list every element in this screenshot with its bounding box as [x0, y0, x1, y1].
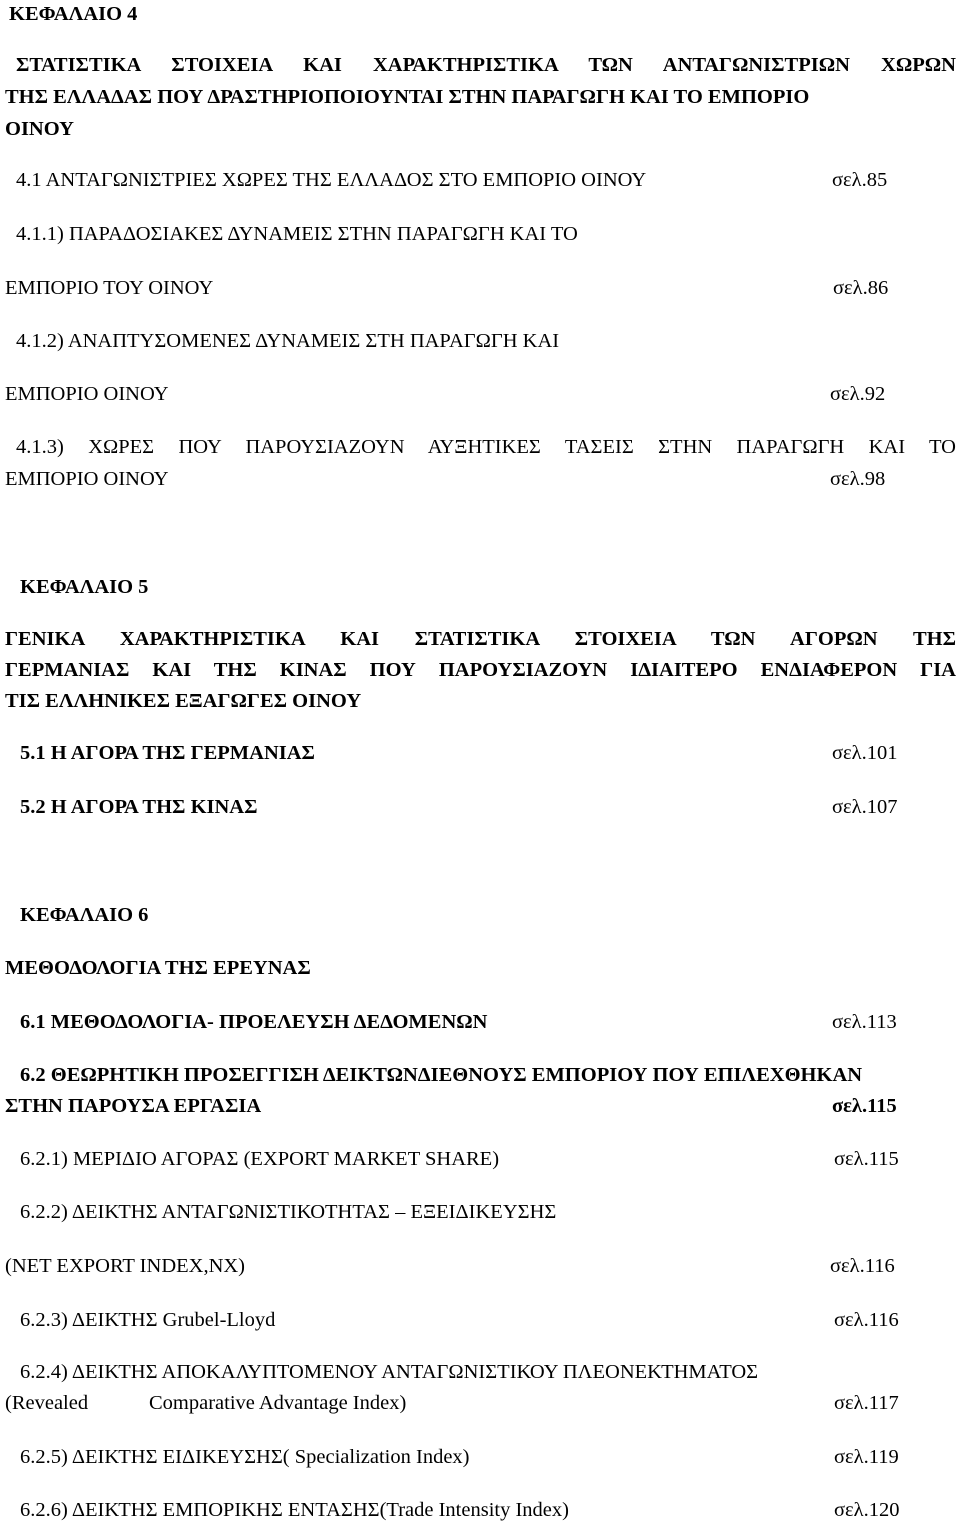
toc-entry-6-2-1: 6.2.1) ΜΕΡΙΔΙΟ ΑΓΟΡΑΣ (EXPORT MARKET SHARE) [20, 1148, 500, 1170]
toc-entry-4-1-1-line1: 4.1.1) ΠΑΡΑΔΟΣΙΑΚΕΣ ΔΥΝΑΜΕΙΣ ΣΤΗΝ ΠΑΡΑΓΩΓΗ ΚΑΙ ΤΟ [16, 223, 578, 245]
chapter6-title: ΜΕΘΟΔΟΛΟΓΙΑ ΤΗΣ ΕΡΕΥΝΑΣ [5, 957, 311, 979]
chapter4-title-line2: ΤΗΣ ΕΛΛΑΔΑΣ ΠΟΥ ΔΡΑΣΤΗΡΙΟΠΟΙΟΥΝΤΑΙ ΣΤΗΝ ΠΑΡΑΓΩΓΗ ΚΑΙ ΤΟ ΕΜΠΟΡΙΟ [5, 86, 810, 108]
chapter4-title-line3: ΟΙΝΟΥ [5, 118, 74, 140]
toc-entry-5-2: 5.2 Η ΑΓΟΡΑ ΤΗΣ ΚΙΝΑΣ [20, 796, 258, 818]
toc-page-4-1-3: σελ.98 [830, 468, 886, 490]
chapter6-heading: ΚΕΦΑΛΑΙΟ 6 [20, 904, 149, 926]
toc-page-6-2-2: σελ.116 [830, 1255, 895, 1277]
toc-page-6-2-5: σελ.119 [834, 1446, 899, 1468]
toc-entry-4-1-2-line2: ΕΜΠΟΡΙΟ ΟΙΝΟΥ [5, 383, 169, 405]
toc-entry-6-2-line1: 6.2 ΘΕΩΡΗΤΙΚΗ ΠΡΟΣΕΓΓΙΣΗ ΔΕΙΚΤΩΝΔΙΕΘΝΟΥΣ ΕΜΠΟΡΙΟΥ ΠΟΥ ΕΠΙΛΕΧΘΗΚΑΝ [20, 1064, 863, 1086]
chapter5-title-line1: ΓΕΝΙΚΑ ΧΑΡΑΚΤΗΡΙΣΤΙΚΑ ΚΑΙ ΣΤΑΤΙΣΤΙΚΑ ΣΤΟΙΧΕΙΑ ΤΩΝ ΑΓΟΡΩΝ ΤΗΣ [5, 628, 956, 650]
toc-page-6-2-6: σελ.120 [834, 1499, 900, 1521]
toc-entry-4-1-3-line1: 4.1.3) ΧΩΡΕΣ ΠΟΥ ΠΑΡΟΥΣΙΑΖΟΥΝ ΑΥΞΗΤΙΚΕΣ ΤΑΣΕΙΣ ΣΤΗΝ ΠΑΡΑΓΩΓΗ ΚΑΙ ΤΟ [16, 436, 956, 458]
chapter5-title-line2: ΓΕΡΜΑΝΙΑΣ ΚΑΙ ΤΗΣ ΚΙΝΑΣ ΠΟΥ ΠΑΡΟΥΣΙΑΖΟΥΝ ΙΔΙΑΙΤΕΡΟ ΕΝΔΙΑΦΕΡΟΝ ΓΙΑ [5, 659, 956, 681]
toc-page-6-1: σελ.113 [832, 1011, 897, 1033]
toc-page-6-2: σελ.115 [832, 1095, 897, 1117]
toc-entry-6-2-3: 6.2.3) ΔΕΙΚΤΗΣ Grubel-Lloyd [20, 1309, 276, 1331]
toc-page-5-1: σελ.101 [832, 742, 898, 764]
toc-page-6-2-3: σελ.116 [834, 1309, 899, 1331]
toc-entry-6-2-4-line1: 6.2.4) ΔΕΙΚΤΗΣ ΑΠΟΚΑΛΥΠΤΟΜΕΝΟΥ ΑΝΤΑΓΩΝΙΣΤΙΚΟΥ ΠΛΕΟΝΕΚΤΗΜΑΤΟΣ [20, 1361, 759, 1383]
toc-page-4-1-2: σελ.92 [830, 383, 886, 405]
toc-entry-6-2-4-line2b: Comparative Advantage Index) [149, 1392, 407, 1414]
chapter4-heading: ΚΕΦΑΛΑΙΟ 4 [9, 3, 138, 25]
toc-entry-4-1-2-line1: 4.1.2) ΑΝΑΠΤΥΣΟΜΕΝΕΣ ΔΥΝΑΜΕΙΣ ΣΤΗ ΠΑΡΑΓΩΓΗ ΚΑΙ [16, 330, 560, 352]
chapter5-title-line3: ΤΙΣ ΕΛΛΗΝΙΚΕΣ ΕΞΑΓΩΓΕΣ ΟΙΝΟΥ [5, 690, 362, 712]
toc-entry-6-2-line2: ΣΤΗΝ ΠΑΡΟΥΣΑ ΕΡΓΑΣΙΑ [5, 1095, 262, 1117]
toc-entry-4-1: 4.1 ΑΝΤΑΓΩΝΙΣΤΡΙΕΣ ΧΩΡΕΣ ΤΗΣ ΕΛΛΑΔΟΣ ΣΤΟ ΕΜΠΟΡΙΟ ΟΙΝΟΥ [16, 169, 647, 191]
toc-entry-4-1-1-line2: ΕΜΠΟΡΙΟ ΤΟΥ ΟΙΝΟΥ [5, 277, 214, 299]
toc-page-6-2-4: σελ.117 [834, 1392, 899, 1414]
toc-entry-6-2-6: 6.2.6) ΔΕΙΚΤΗΣ ΕΜΠΟΡΙΚΗΣ ΕΝΤΑΣΗΣ(Trade Intensity Index) [20, 1499, 569, 1521]
toc-entry-6-2-2-line2: (NET EXPORT INDEX,NX) [5, 1255, 246, 1277]
toc-entry-5-1: 5.1 Η ΑΓΟΡΑ ΤΗΣ ΓΕΡΜΑΝΙΑΣ [20, 742, 315, 764]
chapter4-title-line1: ΣΤΑΤΙΣΤΙΚΑ ΣΤΟΙΧΕΙΑ ΚΑΙ ΧΑΡΑΚΤΗΡΙΣΤΙΚΑ ΤΩΝ ΑΝΤΑΓΩΝΙΣΤΡΙΩΝ ΧΩΡΩΝ [16, 54, 956, 76]
toc-page-4-1-1: σελ.86 [833, 277, 889, 299]
toc-page-4-1: σελ.85 [832, 169, 888, 191]
toc-entry-6-2-2-line1: 6.2.2) ΔΕΙΚΤΗΣ ΑΝΤΑΓΩΝΙΣΤΙΚΟΤΗΤΑΣ – ΕΞΕΙΔΙΚΕΥΣΗΣ [20, 1201, 557, 1223]
toc-entry-4-1-3-line2: ΕΜΠΟΡΙΟ ΟΙΝΟΥ [5, 468, 169, 490]
toc-page-6-2-1: σελ.115 [834, 1148, 899, 1170]
toc-entry-6-1: 6.1 ΜΕΘΟΔΟΛΟΓΙΑ- ΠΡΟΕΛΕΥΣΗ ΔΕΔΟΜΕΝΩΝ [20, 1011, 488, 1033]
chapter5-heading: ΚΕΦΑΛΑΙΟ 5 [20, 576, 149, 598]
toc-page-5-2: σελ.107 [832, 796, 898, 818]
toc-entry-6-2-5: 6.2.5) ΔΕΙΚΤΗΣ ΕΙΔΙΚΕΥΣΗΣ( Specialization Index) [20, 1446, 470, 1468]
toc-entry-6-2-4-line2a: (Revealed [5, 1392, 89, 1414]
